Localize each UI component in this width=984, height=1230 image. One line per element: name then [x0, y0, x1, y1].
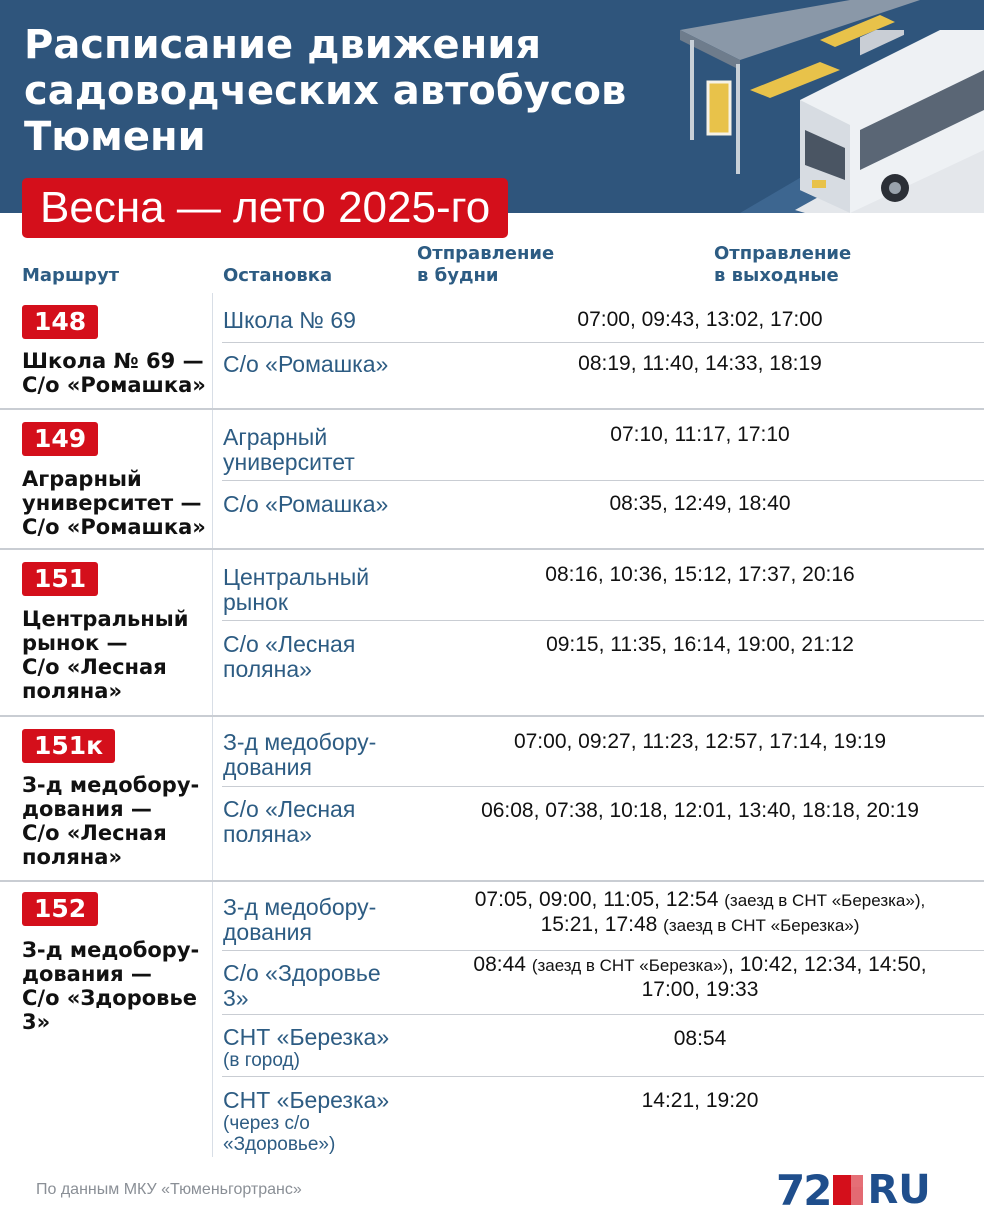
column-divider [212, 293, 213, 409]
route-group-148 [0, 293, 984, 409]
bus-illustration [790, 30, 984, 213]
route-number-badge: 151 [22, 562, 98, 596]
stop-name: С/о «Здоровье 3» [223, 960, 381, 1011]
stop-name: СНТ «Березка» (в город) [223, 1025, 413, 1071]
stop-name: Школа № 69 [223, 307, 356, 333]
departure-times: 08:16, 10:36, 15:12, 17:37, 20:16 [545, 563, 855, 586]
departure-times: 14:21, 19:20 [641, 1089, 759, 1112]
stop-name: СНТ «Березка» (через с/о «Здоровье») [223, 1088, 413, 1155]
departure-times: 08:54 [673, 1027, 727, 1050]
stop-name: Аграрный университет [223, 424, 355, 475]
column-divider [212, 550, 213, 715]
route-number-badge: 148 [22, 305, 98, 339]
logo-square-icon [833, 1175, 863, 1205]
departure-times: 08:35, 12:49, 18:40 [609, 492, 791, 515]
logo-domain: RU [867, 1167, 931, 1213]
stop-name: З-д медобору- дования [223, 729, 377, 780]
row-divider [222, 620, 984, 621]
column-divider [212, 410, 213, 548]
season-badge: Весна — лето 2025-го [22, 178, 508, 238]
route-name: Аграрный университет — С/о «Ромашка» [22, 467, 206, 539]
departure-times: 07:00, 09:27, 11:23, 12:57, 17:14, 19:19 [513, 730, 887, 753]
stop-name: Центральный рынок [223, 564, 370, 615]
page-title: Расписание движения садоводческих автобусов Тюмени [24, 22, 627, 160]
departure-times: 07:00, 09:43, 13:02, 17:00 [577, 308, 823, 331]
source-note: По данным МКУ «Тюменьгортранс» [36, 1181, 302, 1198]
stop-note: (в город) [223, 1050, 300, 1071]
departure-times: 07:10, 11:17, 17:10 [610, 423, 790, 446]
departure-times: 08:44 (заезд в СНТ «Березка»), 10:42, 12:34, 14:50, 17:00, 19:33 [473, 953, 927, 1001]
row-divider [222, 1014, 984, 1015]
row-divider [222, 480, 984, 481]
departure-times: 06:08, 07:38, 10:18, 12:01, 13:40, 18:18, 20:19 [481, 799, 919, 822]
route-group-152 [0, 882, 984, 1157]
stop-name: С/о «Ромашка» [223, 351, 389, 377]
site-logo [776, 1165, 931, 1215]
route-name: З-д медобору- дования — С/о «Здоровье 3» [22, 938, 200, 1034]
stop-name: С/о «Лесная поляна» [223, 631, 356, 682]
column-header-route: Маршрут [22, 265, 120, 286]
departure-times: 08:19, 11:40, 14:33, 18:19 [578, 352, 822, 375]
row-divider [222, 1076, 984, 1077]
route-group-151 [0, 550, 984, 715]
route-name: Центральный рынок — С/о «Лесная поляна» [22, 607, 189, 703]
stop-name: С/о «Лесная поляна» [223, 796, 356, 847]
column-header-weekend: Отправление в выходные [714, 243, 852, 286]
column-divider [212, 717, 213, 880]
stop-name: З-д медобору- дования [223, 894, 377, 945]
column-header-stop: Остановка [223, 265, 333, 286]
row-divider [222, 950, 984, 951]
row-divider [222, 786, 984, 787]
route-name: Школа № 69 — С/о «Ромашка» [22, 349, 206, 397]
route-number-badge: 152 [22, 892, 98, 926]
departure-times: 09:15, 11:35, 16:14, 19:00, 21:12 [546, 633, 854, 656]
stop-note: (через с/о «Здоровье») [223, 1113, 336, 1155]
route-name: З-д медобору- дования — С/о «Лесная поляна» [22, 773, 200, 869]
route-group-151k [0, 717, 984, 880]
column-header-weekday: Отправление в будни [417, 243, 555, 286]
logo-number: 72 [776, 1165, 831, 1215]
column-divider [212, 882, 213, 1157]
stop-name: С/о «Ромашка» [223, 491, 389, 517]
route-number-badge: 151к [22, 729, 115, 763]
route-number-badge: 149 [22, 422, 98, 456]
departure-times: 07:05, 09:00, 11:05, 12:54 (заезд в СНТ «Березка»), 15:21, 17:48 (заезд в СНТ «Березка») [474, 888, 926, 936]
row-divider [222, 342, 984, 343]
route-group-149 [0, 410, 984, 548]
